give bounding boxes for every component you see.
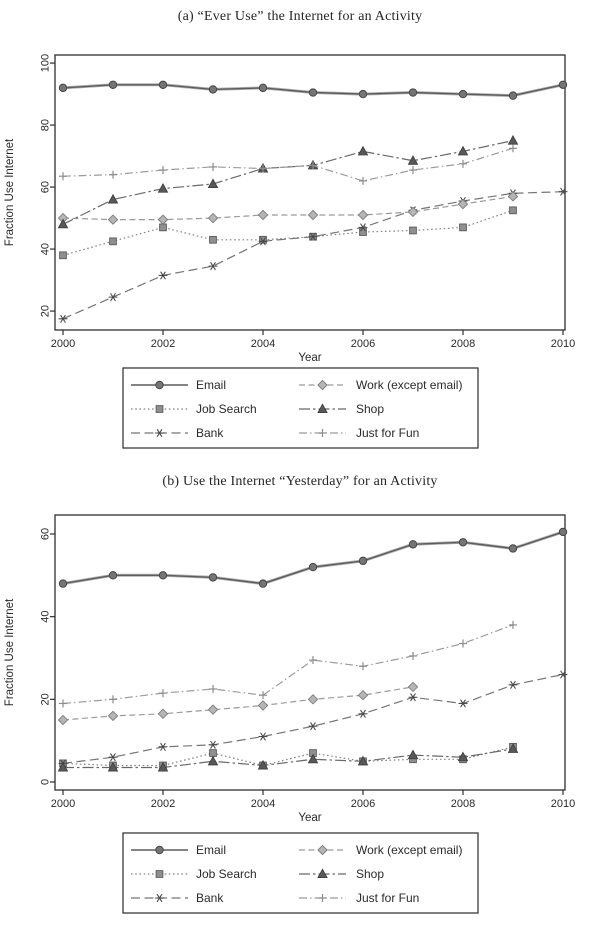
data-point-marker xyxy=(509,545,516,552)
data-point-marker xyxy=(359,177,367,185)
legend-item-label: Just for Fun xyxy=(356,426,420,440)
data-point-marker xyxy=(309,723,317,730)
y-tick-label: 60 xyxy=(39,527,52,541)
axes xyxy=(4,515,575,824)
data-point-marker xyxy=(408,207,417,216)
x-axis-title: Year xyxy=(298,812,322,824)
series-work-except-email xyxy=(58,192,517,224)
data-point-marker xyxy=(159,743,167,750)
data-point-marker xyxy=(509,144,517,152)
chart-b-plot xyxy=(0,496,600,925)
data-point-marker xyxy=(508,136,517,144)
data-point-marker xyxy=(59,84,66,91)
series-line xyxy=(63,747,513,766)
data-point-marker xyxy=(59,580,66,587)
data-point-marker xyxy=(158,184,167,192)
data-point-marker xyxy=(210,750,217,757)
data-point-marker xyxy=(308,695,317,704)
y-tick-label: 20 xyxy=(39,304,52,318)
data-point-marker xyxy=(408,682,417,691)
data-point-marker xyxy=(409,541,416,548)
series-work-except-email xyxy=(58,682,417,724)
data-point-marker xyxy=(259,84,266,91)
data-point-marker xyxy=(510,207,517,214)
legend xyxy=(123,833,478,913)
chart-a-block xyxy=(0,0,600,460)
data-point-marker xyxy=(409,694,417,701)
data-point-marker xyxy=(459,700,467,707)
series-line xyxy=(63,141,513,225)
data-point-marker xyxy=(358,691,367,700)
data-point-marker xyxy=(358,210,367,219)
data-point-marker xyxy=(409,652,417,660)
legend-item-label: Shop xyxy=(356,867,385,881)
data-point-marker xyxy=(59,699,67,707)
legend-sample-marker xyxy=(156,871,163,878)
data-point-marker xyxy=(460,224,467,231)
data-point-marker xyxy=(358,147,367,155)
data-point-marker xyxy=(59,172,67,180)
data-point-marker xyxy=(160,224,167,231)
data-point-marker xyxy=(210,236,217,243)
y-axis-title: Fraction Use Internet xyxy=(4,138,16,247)
y-tick-label: 0 xyxy=(39,778,52,786)
data-point-marker xyxy=(159,572,166,579)
data-point-marker xyxy=(60,252,67,259)
x-tick-label: 2000 xyxy=(50,338,76,350)
series-shop xyxy=(58,744,517,771)
series-line xyxy=(63,210,513,255)
legend-item-label: Job Search xyxy=(196,867,257,881)
data-point-marker xyxy=(359,662,367,670)
x-tick-label: 2008 xyxy=(450,798,476,810)
data-point-marker xyxy=(359,557,366,564)
data-point-marker xyxy=(208,705,217,714)
legend-item-label: Job Search xyxy=(196,402,257,416)
data-point-marker xyxy=(309,89,316,96)
data-point-marker xyxy=(509,92,516,99)
data-point-marker xyxy=(559,528,566,535)
series-line xyxy=(63,532,563,584)
data-point-marker xyxy=(159,166,167,174)
legend-item-label: Work (except email) xyxy=(356,843,463,857)
data-point-marker xyxy=(308,210,317,219)
series-line xyxy=(63,148,513,181)
data-point-marker xyxy=(259,691,267,699)
x-axis-title: Year xyxy=(298,352,322,364)
legend-sample-marker xyxy=(156,406,163,413)
data-point-marker xyxy=(408,750,417,758)
data-point-marker xyxy=(109,754,117,761)
data-point-marker xyxy=(359,90,366,97)
x-tick-label: 2002 xyxy=(150,798,176,810)
series-just-for-fun xyxy=(59,621,517,708)
y-axis-title: Fraction Use Internet xyxy=(4,598,16,707)
data-point-marker xyxy=(259,733,267,740)
data-point-marker xyxy=(108,711,117,720)
data-point-marker xyxy=(509,681,517,688)
chart-b-title: (b) Use the Internet “Yesterday” for an Activity xyxy=(162,474,438,489)
x-tick-label: 2004 xyxy=(250,338,276,350)
data-point-marker xyxy=(108,215,117,224)
data-point-marker xyxy=(209,263,217,270)
x-tick-label: 2006 xyxy=(350,798,376,810)
x-tick-label: 2008 xyxy=(450,338,476,350)
axes xyxy=(4,54,575,364)
data-point-marker xyxy=(209,574,216,581)
data-point-marker xyxy=(459,90,466,97)
data-point-marker xyxy=(109,572,116,579)
data-point-marker xyxy=(559,81,566,88)
data-point-marker xyxy=(409,166,417,174)
series-email xyxy=(59,81,566,99)
series-job-search xyxy=(60,207,517,259)
chart-b-block xyxy=(0,460,600,925)
data-point-marker xyxy=(208,213,217,222)
data-point-marker xyxy=(58,715,67,724)
data-point-marker xyxy=(559,188,567,195)
data-point-marker xyxy=(459,640,467,648)
y-tick-label: 100 xyxy=(39,53,52,73)
data-point-marker xyxy=(259,580,266,587)
legend-sample-marker xyxy=(156,381,163,388)
data-point-marker xyxy=(109,695,117,703)
data-point-marker xyxy=(209,86,216,93)
data-point-marker xyxy=(58,219,67,227)
data-point-marker xyxy=(209,685,217,693)
data-point-marker xyxy=(360,229,367,236)
y-tick-label: 20 xyxy=(39,693,52,706)
data-point-marker xyxy=(409,89,416,96)
legend-sample-marker xyxy=(156,846,163,853)
data-point-marker xyxy=(208,757,217,765)
legend-item-label: Email xyxy=(196,843,227,857)
chart-a-plot xyxy=(0,32,600,460)
series-line xyxy=(63,196,513,219)
series-line xyxy=(63,625,513,704)
data-point-marker xyxy=(109,294,117,301)
data-point-marker xyxy=(459,160,467,168)
series-email xyxy=(59,528,566,587)
data-point-marker xyxy=(158,709,167,718)
legend-item-label: Bank xyxy=(196,426,224,440)
data-point-marker xyxy=(559,671,567,678)
legend-item-label: Work (except email) xyxy=(356,378,463,392)
chart-a-title: (a) “Ever Use” the Internet for an Activity xyxy=(177,9,423,24)
data-point-marker xyxy=(159,81,166,88)
x-tick-label: 2010 xyxy=(550,338,576,350)
data-point-marker xyxy=(410,227,417,234)
series-line xyxy=(63,749,513,768)
data-point-marker xyxy=(509,621,517,629)
data-point-marker xyxy=(258,701,267,710)
data-point-marker xyxy=(109,81,116,88)
series-bank xyxy=(59,188,567,322)
data-point-marker xyxy=(158,215,167,224)
x-tick-label: 2004 xyxy=(250,798,276,810)
data-point-marker xyxy=(109,171,117,179)
y-tick-label: 40 xyxy=(39,242,52,256)
data-point-marker xyxy=(159,689,167,697)
data-point-marker xyxy=(209,741,217,748)
legend-item-label: Bank xyxy=(196,891,224,905)
y-tick-label: 60 xyxy=(39,180,52,194)
legend-item-label: Email xyxy=(196,378,227,392)
x-tick-label: 2002 xyxy=(150,338,176,350)
x-tick-label: 2010 xyxy=(550,798,576,810)
legend xyxy=(123,368,478,448)
data-point-marker xyxy=(309,656,317,664)
series-shop xyxy=(58,136,517,228)
x-tick-label: 2006 xyxy=(350,338,376,350)
plot-box xyxy=(55,515,565,790)
data-point-marker xyxy=(359,710,367,717)
data-point-marker xyxy=(110,238,117,245)
legend-item-label: Just for Fun xyxy=(356,891,420,905)
series-just-for-fun xyxy=(59,144,517,185)
y-tick-label: 40 xyxy=(39,610,52,623)
data-point-marker xyxy=(59,315,67,322)
y-tick-label: 80 xyxy=(39,118,52,132)
data-point-marker xyxy=(258,210,267,219)
data-point-marker xyxy=(459,539,466,546)
data-point-marker xyxy=(159,272,167,279)
legend-item-label: Shop xyxy=(356,402,385,416)
data-point-marker xyxy=(209,163,217,171)
data-point-marker xyxy=(309,563,316,570)
x-tick-label: 2000 xyxy=(50,798,76,810)
